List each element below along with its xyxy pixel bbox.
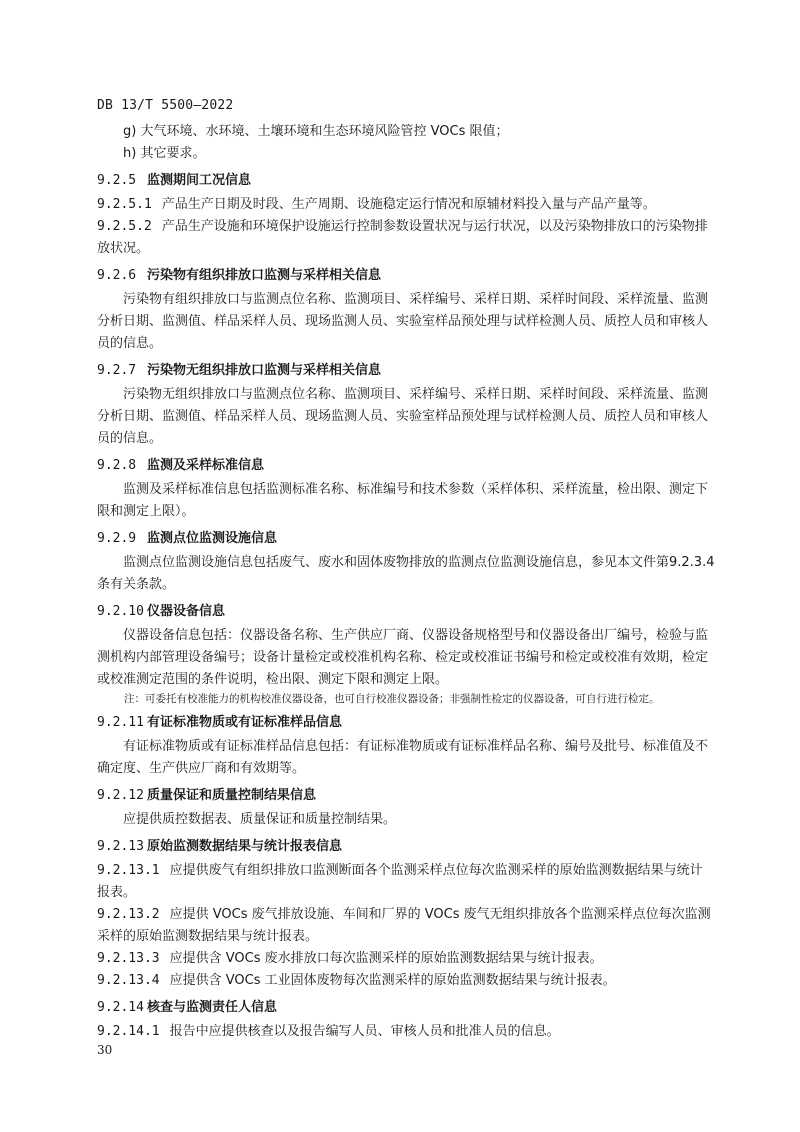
section-title: 污染物无组织排放口监测与采样相关信息 — [147, 363, 382, 378]
page-number: 30 — [97, 1043, 113, 1057]
clause-number: 9.2.13.3 — [97, 951, 160, 966]
section-title: 有证标准物质或有证标准样品信息 — [147, 715, 343, 730]
section-heading — [97, 836, 715, 858]
section-title: 监测点位监测设施信息 — [147, 531, 278, 546]
section-heading — [97, 170, 715, 192]
clause-number: 9.2.5.1 — [97, 197, 152, 212]
section-number: 9.2.8 — [97, 458, 137, 473]
section-number: 9.2.7 — [97, 363, 137, 378]
paragraph: 监测及采样标准信息包括监测标准名称、标准编号和技术参数（采样体积、采样流量，检出限、测定下限和测定上限）。 — [97, 482, 709, 519]
clause-text: 报告中应提供核查以及报告编写人员、审核人员和批准人员的信息。 — [169, 1024, 560, 1039]
section-heading — [97, 265, 715, 287]
section-number: 9.2.13 — [97, 839, 144, 854]
clause — [97, 860, 715, 904]
section-heading — [97, 360, 715, 382]
clause-text: 应提供废气有组织排放口监测断面各个监测采样点位每次监测采样的原始监测数据结果与统计报表。 — [97, 863, 703, 900]
paragraph: 应提供质控数据表、质量保证和质量控制结果。 — [123, 812, 397, 827]
section-number: 9.2.11 — [97, 715, 144, 730]
section-heading — [97, 601, 715, 623]
section-number: 9.2.10 — [97, 604, 144, 619]
section-title: 监测期间工况信息 — [147, 173, 252, 188]
clause-text: 应提供 VOCs 废气排放设施、车间和厂界的 VOCs 废气无组织排放各个监测采样点位每次监测采样的原始监测数据结果与统计报表。 — [97, 907, 711, 944]
clause-text: 产品生产设施和环境保护设施运行控制参数设置状况与运行状况，以及污染物排放口的污染物排放状况。 — [97, 219, 708, 256]
section-number: 9.2.12 — [97, 788, 144, 803]
clause-text: 应提供含 VOCs 工业固体废物每次监测采样的原始监测数据结果与统计报表。 — [169, 973, 616, 988]
section-heading — [97, 997, 715, 1019]
paragraph: 污染物有组织排放口与监测点位名称、监测项目、采样编号、采样日期、采样时间段、采样流量、监测分析日期、监测值、样品采样人员、现场监测人员、实验室样品预处理与试样检测人员、质控人员和审核人员的信息。 — [97, 292, 709, 351]
paragraph: 仪器设备信息包括：仪器设备名称、生产供应厂商、仪器设备规格型号和仪器设备出厂编号，检验与监测机构内部管理设备编号；设备计量检定或校准机构名称、检定或校准证书编号和检定或校准有效期，检定或校准测定范围的条件说明，检出限、测定下限和测定上限。 — [97, 628, 709, 687]
clause-number: 9.2.14.1 — [97, 1024, 160, 1039]
section-number: 9.2.5 — [97, 173, 137, 188]
section-heading — [97, 528, 715, 550]
section-number: 9.2.6 — [97, 268, 137, 283]
paragraph: 有证标准物质或有证标准样品信息包括：有证标准物质或有证标准样品名称、编号及批号、标准值及不确定度、生产供应厂商和有效期等。 — [97, 739, 709, 776]
section-title: 仪器设备信息 — [147, 604, 226, 619]
paragraph: 监测点位监测设施信息包括废气、废水和固体废物排放的监测点位监测设施信息，参见本文件第9.2.3.4条有关条款。 — [97, 555, 715, 592]
clause — [97, 948, 715, 970]
clause — [97, 970, 715, 992]
section-heading — [97, 785, 715, 807]
clause-number: 9.2.13.2 — [97, 907, 160, 922]
note — [97, 691, 715, 707]
section-heading — [97, 712, 715, 734]
clause — [97, 904, 715, 948]
section-title: 污染物有组织排放口监测与采样相关信息 — [147, 268, 382, 283]
clause-text: 应提供含 VOCs 废水排放口每次监测采样的原始监测数据结果与统计报表。 — [169, 951, 603, 966]
section-title: 原始监测数据结果与统计报表信息 — [147, 839, 343, 854]
section-title: 核查与监测责任人信息 — [147, 1000, 278, 1015]
clause — [97, 194, 715, 216]
section-heading — [97, 455, 715, 477]
list-item: g) 大气环境、水环境、土壤环境和生态环境风险管控 VOCs 限值； — [123, 124, 509, 139]
paragraph: 污染物无组织排放口与监测点位名称、监测项目、采样编号、采样日期、采样时间段、采样流量、监测分析日期、监测值、样品采样人员、现场监测人员、实验室样品预处理与试样检测人员、质控人员和审核人员的信息。 — [97, 387, 709, 446]
section-number: 9.2.14 — [97, 1000, 144, 1015]
clause-number: 9.2.5.2 — [97, 219, 152, 234]
note-text: 可委托有校准能力的机构校准仪器设备，也可自行校准仪器设备；非强制性检定的仪器设备，可自行进行检定。 — [145, 693, 660, 705]
document-body — [97, 121, 715, 1043]
document-code-header: DB 13/T 5500—2022 — [97, 98, 234, 113]
clause-text: 产品生产日期及时段、生产周期、设施稳定运行情况和原辅材料投入量与产品产量等。 — [161, 197, 656, 212]
section-title: 质量保证和质量控制结果信息 — [147, 788, 317, 803]
clause-number: 9.2.13.1 — [97, 863, 160, 878]
section-title: 监测及采样标准信息 — [147, 458, 265, 473]
clause-number: 9.2.13.4 — [97, 973, 160, 988]
list-item: h) 其它要求。 — [123, 146, 206, 161]
note-label: 注： — [124, 693, 145, 705]
section-number: 9.2.9 — [97, 531, 137, 546]
clause — [97, 216, 715, 260]
clause — [97, 1021, 715, 1043]
